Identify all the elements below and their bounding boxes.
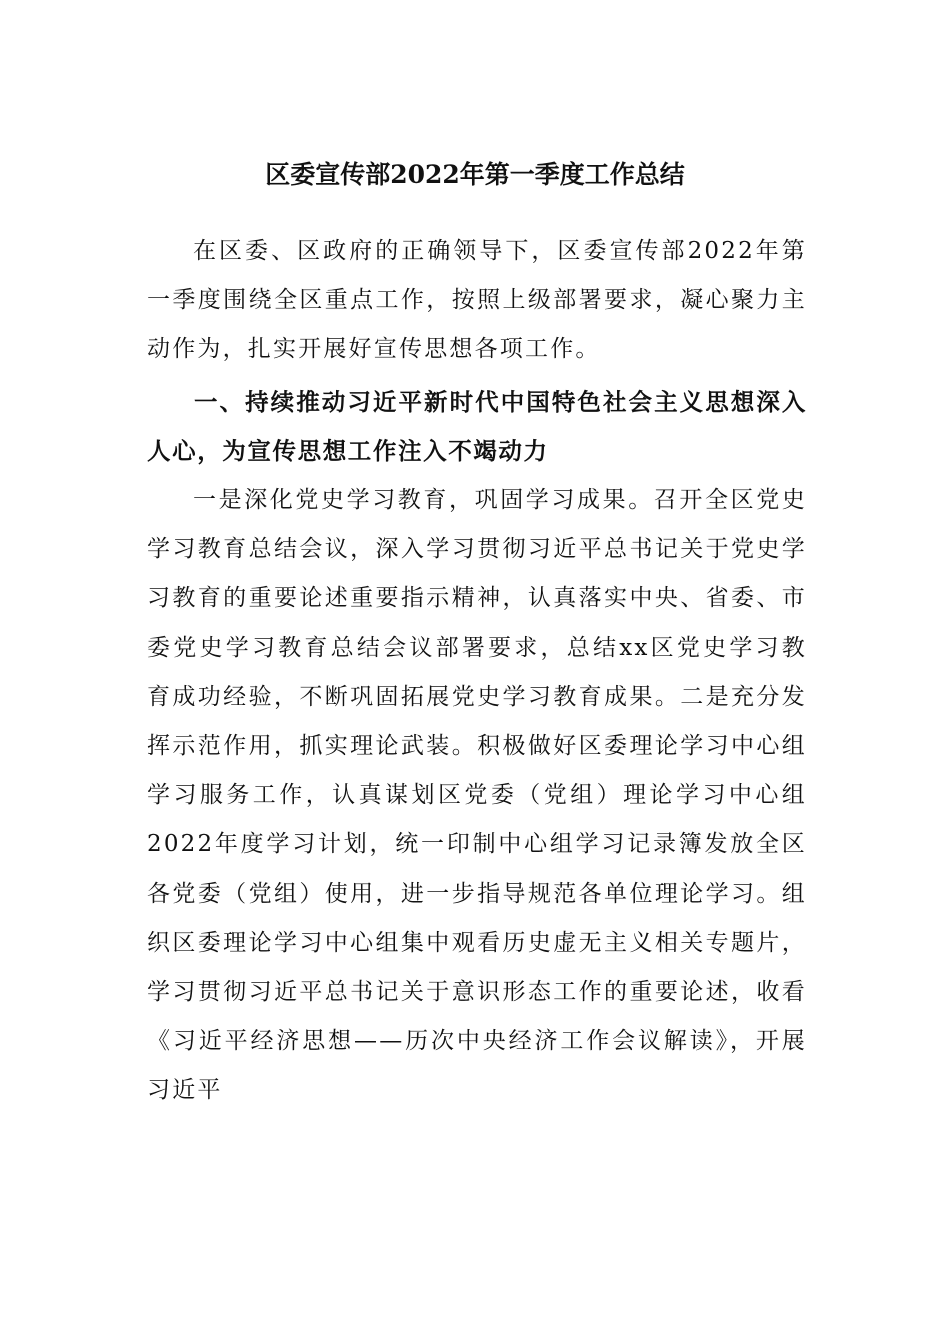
section-body-paragraph: 一是深化党史学习教育，巩固学习成果。召开全区党史学习教育总结会议，深入学习贯彻习近平总书记关于党史学习教育的重要论述重要指示精神，认真落实中央、省委、市委党史学习教育总结会议部署要求，总结xx区党史学习教育成功经验，不断巩固拓展党史学习教育成果。二是充分发挥示范作用，抓实理论武装。积极做好区委理论学习中心组学习服务工作，认真谋划区党委（党组）理论学习中心组2022年度学习计划，统一印制中心组学习记录簿发放全区各党委（党组）使用，进一步指导规范各单位理论学习。组织区委理论学习中心组集中观看历史虚无主义相关专题片，学习贯彻习近平总书记关于意识形态工作的重要论述，收看《习近平经济思想——历次中央经济工作会议解读》，开展习近平 [147,487,807,1104]
intro-paragraph: 在区委、区政府的正确领导下，区委宣传部2022年第一季度围绕全区重点工作，按照上级部署要求，凝心聚力主动作为，扎实开展好宣传思想各项工作。 [147,238,807,363]
section-heading: 一、持续推动习近平新时代中国特色社会主义思想深入人心，为宣传思想工作注入不竭动力 [147,388,807,465]
document-title: 区委宣传部2022年第一季度工作总结 [265,160,685,189]
